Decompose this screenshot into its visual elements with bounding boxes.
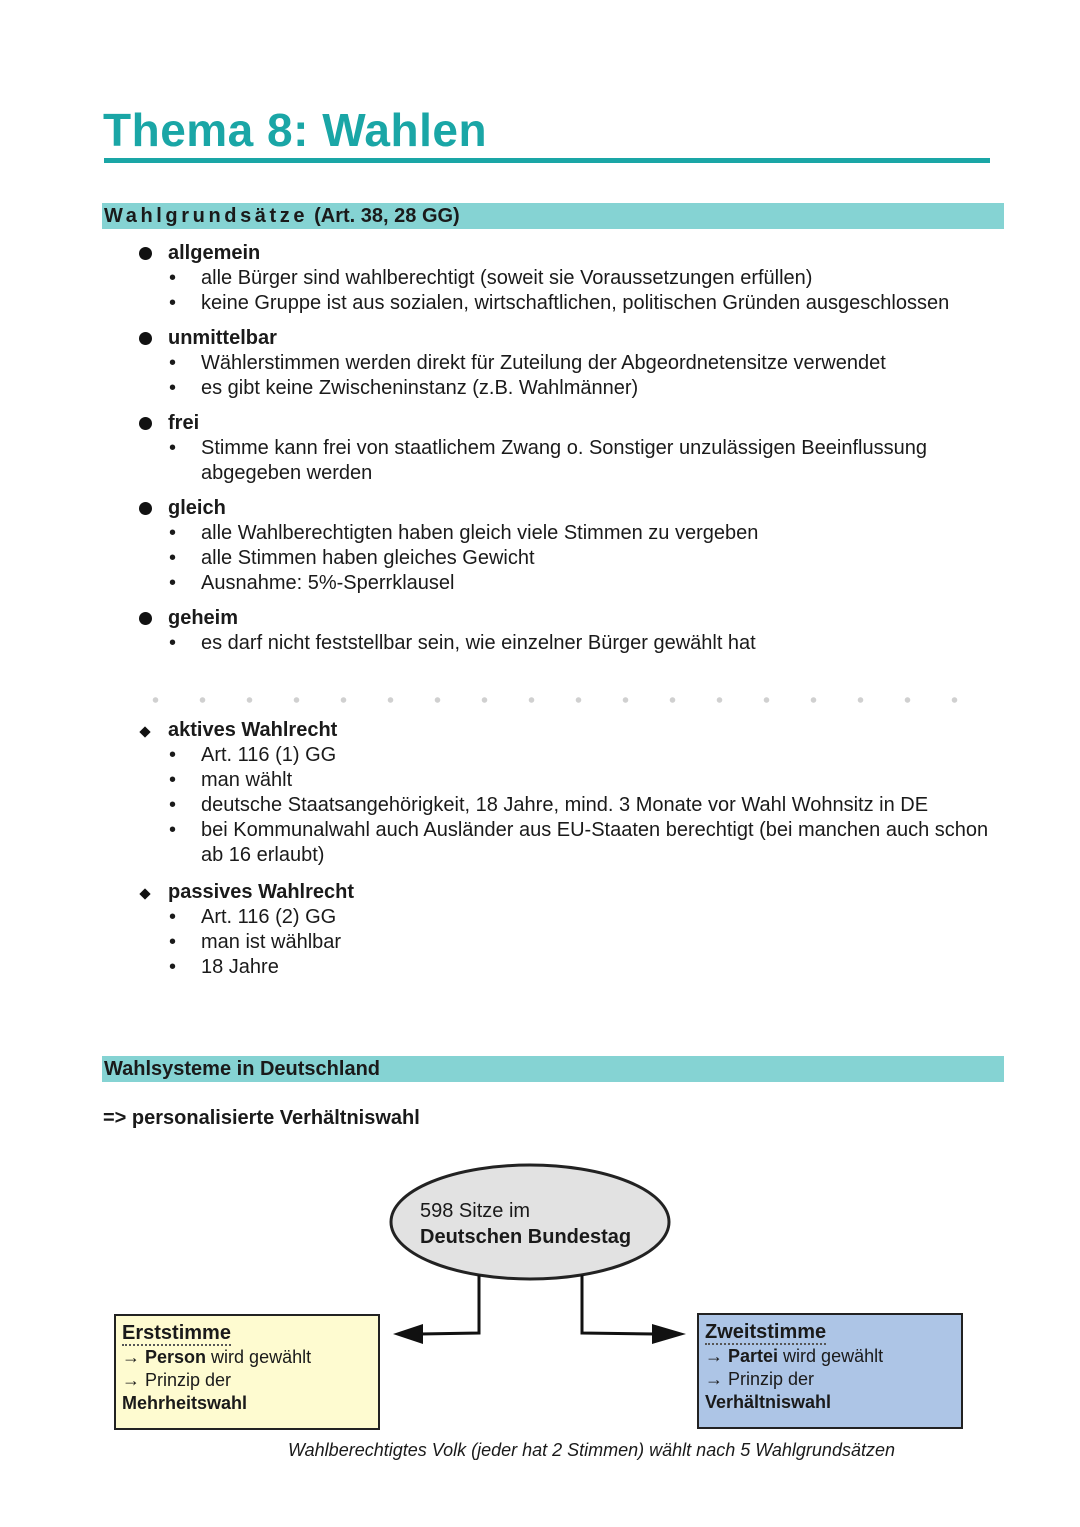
principle-point: Ausnahme: 5%-Sperrklausel: [201, 572, 455, 594]
zweitstimme-partei: Partei: [728, 1346, 779, 1366]
erststimme-rest: wird gewählt: [206, 1347, 312, 1367]
arrow-left-head: [393, 1324, 423, 1344]
erststimme-line1: [122, 1346, 372, 1369]
voting-rights-list: [135, 718, 995, 990]
principle-point: alle Bürger sind wahlberechtigt (soweit sie Voraussetzungen erfüllen): [201, 267, 813, 289]
bullet-dot-icon: [139, 502, 152, 515]
bundestag-seats: 598 Sitze im: [420, 1200, 531, 1222]
principle-item: unmittelbar • Wählerstimmen werden direkt für Zuteilung der Abgeordnetensitze verwendet • es gibt keine Zwischeninstanz (z.B. Wahlmänner): [135, 326, 995, 401]
erststimme-line2: → Prinzip der: [122, 1370, 232, 1390]
section-heading-main: Wahlgrundsätze: [104, 205, 309, 227]
bullet-dot-icon: [139, 247, 152, 260]
arrow-right-line: [582, 1275, 655, 1334]
erststimme-person: Person: [145, 1347, 207, 1367]
section-heading-ref: (Art. 38, 28 GG): [314, 205, 460, 227]
principle-label: allgemein: [168, 242, 261, 264]
principle-item: allgemein • alle Bürger sind wahlberechtigt (soweit sie Voraussetzungen erfüllen) • keine Gruppe ist aus sozialen, wirtschaftlichen, politischen Gründen ausgeschlossen: [135, 241, 995, 316]
principle-label: frei: [168, 412, 200, 434]
zweitstimme-rest: wird gewählt: [778, 1346, 884, 1366]
principle-point: es gibt keine Zwischeninstanz (z.B. Wahlmänner): [201, 377, 639, 399]
right-label: aktives Wahlrecht: [168, 719, 338, 741]
title-underline: [104, 158, 990, 163]
right-point: man wählt: [201, 769, 293, 791]
right-point: Art. 116 (1) GG: [201, 744, 337, 766]
diamond-bullet-icon: [139, 888, 150, 899]
right-point: Art. 116 (2) GG: [201, 906, 337, 928]
principle-item: gleich • alle Wahlberechtigten haben gleich viele Stimmen zu vergeben • alle Stimmen haben gleiches Gewicht • Ausnahme: 5%-Sperrklausel: [135, 496, 995, 596]
bullet-dot-icon: [139, 417, 152, 430]
diagram-caption: Wahlberechtigtes Volk (jeder hat 2 Stimmen) wählt nach 5 Wahlgrundsätzen: [288, 1440, 895, 1460]
right-point: deutsche Staatsangehörigkeit, 18 Jahre, mind. 3 Monate vor Wahl Wohnsitz in DE: [201, 794, 929, 816]
right-point: man ist wählbar: [201, 931, 342, 953]
right-item: aktives Wahlrecht • Art. 116 (1) GG • man wählt • deutsche Staatsangehörigkeit, 18 Jahre, mind. 3 Monate vor Wahl Wohnsitz in DE • bei Kommunalwahl auch Ausländer aus EU-Staaten berechtigt (bei manchen auch schon ab 16 erlaubt): [135, 718, 995, 868]
diamond-bullet-icon: [139, 726, 150, 737]
dotted-separator: [132, 697, 982, 703]
right-point: bei Kommunalwahl auch Ausländer aus EU-Staaten berechtigt (bei manchen auch schon ab 16 erlaubt): [201, 819, 989, 866]
bullet-dot-icon: [139, 332, 152, 345]
arrow-right-head: [652, 1324, 686, 1344]
zweitstimme-box: [697, 1313, 963, 1429]
principle-label: gleich: [168, 497, 226, 519]
right-point: 18 Jahre: [201, 956, 279, 978]
arrow-right-icon: →: [705, 1346, 723, 1366]
election-diagram: [0, 1150, 1080, 1480]
arrow-right-icon: →: [122, 1347, 140, 1367]
arrow-left-line: [420, 1275, 479, 1334]
bullet-dot-icon: [139, 612, 152, 625]
principle-point: Stimme kann frei von staatlichem Zwang o. Sonstiger unzulässigen Beeinflussung abgegeben werden: [201, 437, 927, 484]
system-subtitle: => personalisierte Verhältniswahl: [103, 1107, 420, 1129]
zweitstimme-line2: → Prinzip der: [705, 1369, 815, 1389]
erststimme-box: [114, 1314, 380, 1430]
section-heading-wahlsysteme: Wahlsysteme in Deutschland: [102, 1056, 1004, 1082]
principle-point: keine Gruppe ist aus sozialen, wirtschaftlichen, politischen Gründen ausgeschlossen: [201, 292, 950, 314]
principle-label: geheim: [168, 607, 239, 629]
zweitstimme-line1: [705, 1345, 955, 1368]
right-label: passives Wahlrecht: [168, 881, 355, 903]
right-item: passives Wahlrecht • Art. 116 (2) GG • man ist wählbar • 18 Jahre: [135, 880, 995, 980]
page-title: Thema 8: Wahlen: [103, 104, 488, 156]
principle-item: frei • Stimme kann frei von staatlichem Zwang o. Sonstiger unzulässigen Beeinflussung abgegeben werden: [135, 411, 995, 486]
principle-label: unmittelbar: [168, 327, 277, 349]
principle-point: Wählerstimmen werden direkt für Zuteilung der Abgeordnetensitze verwendet: [201, 352, 886, 374]
principle-point: alle Wahlberechtigten haben gleich viele Stimmen zu vergeben: [201, 522, 759, 544]
principle-point: es darf nicht feststellbar sein, wie einzelner Bürger gewählt hat: [201, 632, 756, 654]
zweitstimme-title: Zweitstimme: [705, 1321, 827, 1343]
principle-point: alle Stimmen haben gleiches Gewicht: [201, 547, 535, 569]
principles-list: [135, 241, 995, 666]
principle-item: geheim • es darf nicht feststellbar sein, wie einzelner Bürger gewählt hat: [135, 606, 995, 656]
bundestag-name: Deutschen Bundestag: [420, 1226, 632, 1248]
erststimme-line3: Mehrheitswahl: [122, 1393, 248, 1413]
section-heading-wahlgrundsaetze: [102, 203, 1004, 229]
erststimme-title: Erststimme: [122, 1322, 231, 1344]
bundestag-label: [420, 1198, 631, 1250]
zweitstimme-line3: Verhältniswahl: [705, 1392, 832, 1412]
